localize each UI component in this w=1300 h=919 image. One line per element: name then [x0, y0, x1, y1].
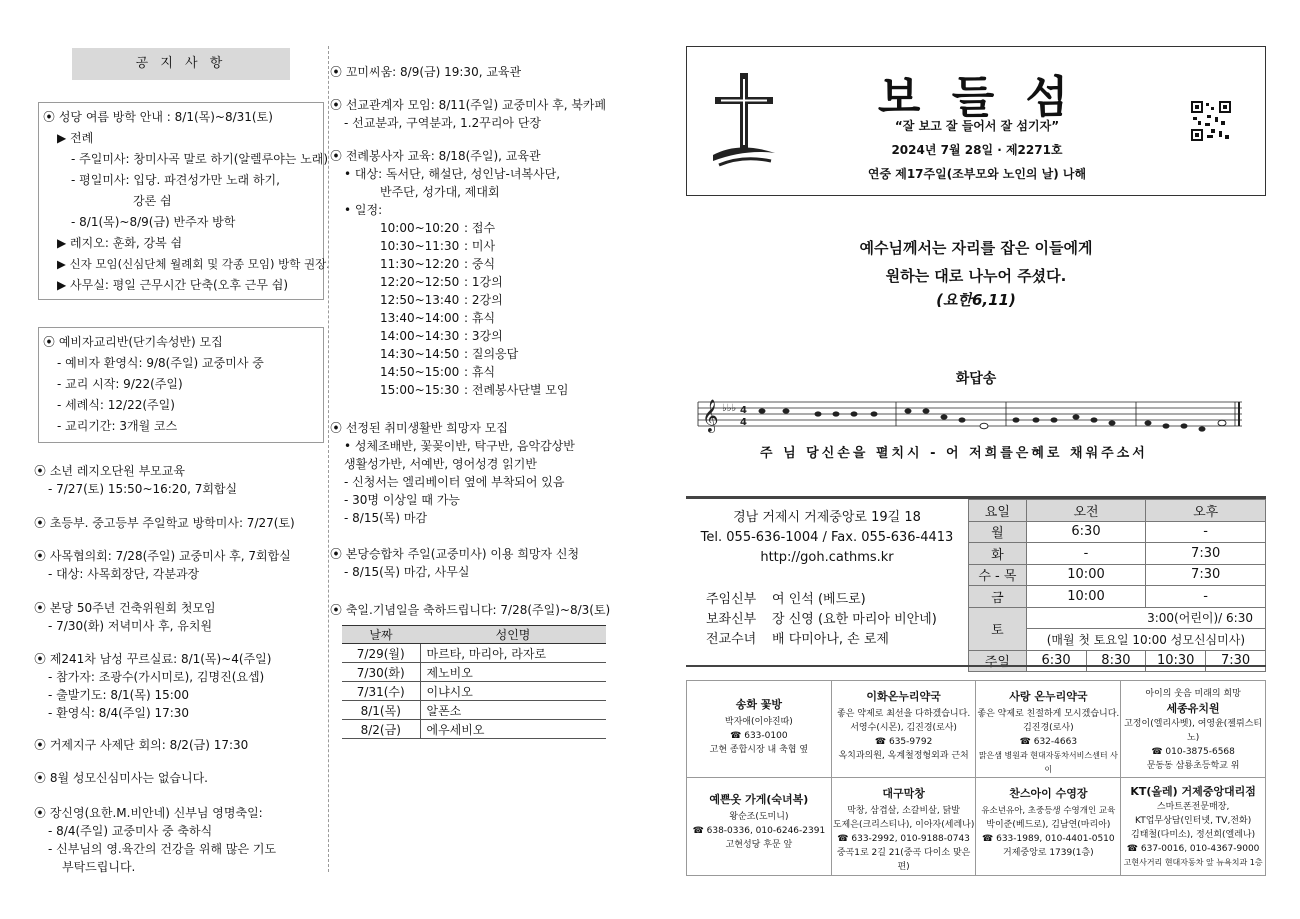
middle-column: [330, 63, 620, 739]
sponsor-line: 왕순조(도미니): [729, 812, 789, 822]
schedule-row: [380, 363, 620, 381]
table-row: [969, 543, 1266, 565]
notice-item-detail: - 7/27(토) 15:50~16:20, 7회합실: [48, 482, 238, 496]
gospel-verse-ref: (요한6,11): [936, 291, 1016, 309]
notice-item-detail: - 환영식: 8/4(주일) 17:30: [48, 706, 190, 720]
table-row: [342, 720, 606, 739]
mass-sun-time: 10:30: [1146, 650, 1206, 672]
sponsor-name: 세종유치원: [1166, 702, 1220, 715]
schedule-activity: : 3강의: [464, 329, 503, 343]
schedule-time: 14:30~14:50: [380, 347, 460, 361]
table-row: [687, 681, 1266, 778]
mass-day: 토: [969, 607, 1027, 650]
sponsor-ad: [976, 778, 1121, 876]
sponsor-ad: [1121, 778, 1266, 876]
sponsor-line: 김태철(다미소), 정선희(엘레나): [1131, 830, 1256, 840]
schedule-row: [380, 219, 620, 237]
sponsor-ad: [687, 681, 832, 778]
sponsor-line: ☎ 633-0100: [730, 731, 788, 741]
mission-detail: - 선교분과, 구역분과, 1.2꾸리아 단장: [344, 116, 541, 130]
schedule-row: [380, 291, 620, 309]
schedule-activity: : 휴식: [464, 311, 496, 325]
sponsor-line: 스마트폰전문매장,: [1156, 802, 1230, 812]
svg-text:♭♭♭: ♭♭♭: [722, 403, 737, 414]
feast-saint: 마르타, 마리아, 라자로: [420, 644, 606, 663]
section-divider: [686, 665, 1266, 667]
sponsor-line: ☎ 633-1989, 010-4401-0510: [982, 834, 1115, 844]
mass-pm-time: 7:30: [1146, 543, 1266, 565]
sponsor-line: 막창, 삼겹살, 소갈비살, 닭발: [847, 806, 960, 816]
sponsor-name: 예쁜옷 가게(숙녀복): [709, 793, 809, 806]
summer-break-box: [38, 102, 330, 300]
sponsor-line: 박이준(베드로), 김남연(마리아): [986, 820, 1111, 830]
hobby-detail: - 8/15(목) 마감: [344, 511, 428, 525]
sponsor-tagline: 아이의 웃음 미래의 희망: [1145, 689, 1241, 699]
psalm-title: 화답송: [955, 371, 997, 387]
mass-pm-time: -: [1146, 521, 1266, 543]
weekday-mass-note: - 평일미사: 입당. 파견성가만 노래 하기,: [71, 173, 280, 187]
sponsor-name: 이화온누리약국: [866, 690, 941, 703]
bulletin-title: 보 들 섬: [877, 72, 1077, 123]
feast-saint: 제노비오: [420, 663, 606, 682]
notice-item-heading: ⦿ 장신영(요한.M.비안네) 신부님 영명축일:: [34, 806, 263, 820]
table-row: [342, 682, 606, 701]
notice-title: 공 지 사 항: [72, 48, 290, 80]
notice-item-heading: ⦿ 사목협의회: 7/28(주일) 교중미사 후, 7회합실: [34, 549, 291, 563]
notice-item-heading: ⦿ 소년 레지오단원 부모교육: [34, 464, 185, 478]
summer-break-heading: ⦿ 성당 여름 방학 안내 : 8/1(목)~8/31(토): [43, 110, 273, 124]
sponsor-line: ☎ 632-4663: [1019, 737, 1078, 747]
clergy-role: 보좌신부: [706, 612, 757, 627]
column-divider: [328, 46, 329, 872]
sponsor-ad: [831, 681, 976, 778]
cross-logo-icon: [709, 69, 779, 173]
notice-item: [34, 650, 324, 722]
hobby-heading: ⦿ 선정된 취미생활반 희망자 모집: [330, 421, 508, 435]
legio-note: ▶ 레지오: 훈화, 강복 쉼: [57, 236, 183, 250]
schedule-time: 13:40~14:00: [380, 311, 460, 325]
table-row: [969, 500, 1266, 522]
mass-schedule-table: [968, 499, 1266, 672]
gospel-verse-line1: 예수님께서는 자리를 잡은 이들에게: [859, 239, 1093, 257]
schedule-row: [380, 381, 620, 399]
notice-item: [34, 804, 324, 876]
notice-item: [34, 547, 324, 583]
mass-am-time: 6:30: [1026, 521, 1146, 543]
liturgy-label: ▶ 전례: [57, 131, 94, 145]
feast-date: 7/30(화): [342, 663, 420, 682]
sponsor-name: KT(올레) 거제중앙대리점: [1130, 785, 1256, 798]
svg-text:4: 4: [740, 405, 747, 416]
feast-notice: [330, 601, 620, 739]
bus-notice: [330, 545, 620, 581]
feast-heading: ⦿ 축일.기념일을 축하드립니다: 7/28(주일)~8/3(토): [330, 603, 611, 617]
feast-date: 7/29(월): [342, 644, 420, 663]
table-row: [969, 521, 1266, 543]
sponsor-line: ☎ 010-3875-6568: [1151, 747, 1235, 757]
catechumen-box: [38, 327, 324, 443]
sponsor-line: 고정이(엘리사벳), 여영윤(젤뤼스티노): [1124, 719, 1263, 743]
schedule-time: 11:30~12:20: [380, 257, 460, 271]
feast-date: 7/31(수): [342, 682, 420, 701]
sponsor-line: 유소년유아, 초중등생 수영개인 교육: [981, 806, 1116, 816]
sponsor-line: 거제중앙로 1739(1층): [1003, 848, 1094, 858]
clergy-row: [706, 630, 968, 650]
mass-am-time: -: [1026, 543, 1146, 565]
notice-item: [34, 736, 324, 754]
mass-sat-time: 3:00(어린이)/ 6:30: [1026, 607, 1265, 629]
table-row: [342, 644, 606, 663]
training-schedule: [330, 219, 620, 399]
notice-item-detail: - 참가자: 조광수(가시미로), 김명진(요셉): [48, 670, 265, 684]
sponsor-line: KT업무상담(인터넷, TV,전화): [1135, 816, 1252, 826]
qr-code-icon[interactable]: [1191, 101, 1231, 141]
bus-heading: ⦿ 본당승합차 주일(교중미사) 이용 희망자 신청: [330, 547, 580, 561]
sponsor-name: 찬스아이 수영장: [1009, 787, 1088, 800]
feast-saint: 이냐시오: [420, 682, 606, 701]
mass-col-am: 오전: [1026, 500, 1146, 522]
feast-col-date: 날짜: [342, 626, 420, 644]
table-row: [342, 663, 606, 682]
psalm-lyrics: 주 님 당신손을 펼치시 - 어 저희를은혜로 채워주소서: [760, 446, 1148, 461]
schedule-activity: : 중식: [464, 257, 496, 271]
schedule-row: [380, 309, 620, 327]
clergy-name: 배 다미아나, 손 로제: [772, 632, 889, 647]
sponsor-line: 김진경(로사): [1023, 723, 1074, 733]
hobby-notice: [330, 419, 620, 527]
clergy-name: 장 신영 (요한 마리아 비안네): [772, 612, 937, 627]
bulletin-date: 2024년 7월 28일 · 제2271호: [891, 143, 1063, 157]
parish-phone: Tel. 055-636-1004 / Fax. 055-636-4413: [700, 530, 954, 545]
clergy-role: 주임신부: [706, 592, 757, 607]
feast-header-row: [342, 626, 606, 644]
parish-website[interactable]: http://goh.cathms.kr: [760, 550, 894, 565]
schedule-row: [380, 327, 620, 345]
schedule-row: [380, 345, 620, 363]
liturgy-training-heading: ⦿ 전례봉사자 교육: 8/18(주일), 교육관: [330, 149, 541, 163]
sponsor-line: 고현성당 후문 앞: [725, 840, 793, 850]
liturgy-training: [330, 147, 620, 399]
notice-item-detail: - 신부님의 영.육간의 건강을 위해 많은 기도: [48, 842, 277, 856]
mass-sat-note: (매월 첫 토요일 10:00 성모신심미사): [1026, 629, 1265, 651]
table-row: [969, 586, 1266, 608]
schedule-time: 14:50~15:00: [380, 365, 460, 379]
sponsor-ad: [687, 778, 832, 876]
mass-day: 주일: [969, 650, 1027, 672]
mass-sun-time: 7:30: [1206, 650, 1266, 672]
sponsor-line: 좋은 약제로 친절하게 모시겠습니다.: [977, 709, 1120, 719]
mass-am-time: 10:00: [1026, 586, 1146, 608]
liturgical-sunday: 연중 제17주일(조부모와 노인의 날) 나해: [867, 167, 1087, 181]
hobby-detail: - 신청서는 엘리베이터 옆에 부착되어 있음: [344, 475, 565, 489]
mass-col-day: 요일: [969, 500, 1027, 522]
notice-item-detail: 부탁드립니다.: [62, 860, 136, 874]
sponsor-line: 맑은샘 병원과 현대자동차서비스센터 사이: [978, 751, 1118, 774]
office-hours-note: ▶ 사무실: 평일 근무시간 단축(오후 근무 쉼): [57, 278, 288, 292]
schedule-activity: : 1강의: [464, 275, 503, 289]
parish-contact: [696, 508, 958, 568]
clergy-role: 전교수녀: [706, 632, 757, 647]
sponsor-line: 고현사거리 현대자동차 앞 뉴욕치과 1층: [1123, 858, 1263, 867]
notice-item-detail: - 출발기도: 8/1(목) 15:00: [48, 688, 190, 702]
hobby-detail: - 30명 이상일 때 가능: [344, 493, 461, 507]
table-row: [969, 564, 1266, 586]
mass-sun-time: 6:30: [1026, 650, 1086, 672]
schedule-time: 12:50~13:40: [380, 293, 460, 307]
notice-item-detail: - 8/4(주일) 교중미사 중 축하식: [48, 824, 213, 838]
hobby-detail: • 성체조배반, 꽃꽂이반, 탁구반, 음악감상반: [344, 439, 575, 453]
notice-item: [34, 514, 324, 532]
sponsor-ads: [686, 680, 1266, 876]
sponsor-line: 고현 종합시장 내 축협 옆: [709, 745, 809, 755]
sponsor-line: 좋은 약제로 최선을 다하겠습니다.: [837, 709, 971, 719]
feast-saint: 에우세비오: [420, 720, 606, 739]
schedule-activity: : 2강의: [464, 293, 503, 307]
svg-text:𝄞: 𝄞: [702, 399, 719, 432]
notice-item: [34, 769, 324, 787]
schedule-row: [380, 237, 620, 255]
table-row: [687, 778, 1266, 876]
mass-col-pm: 오후: [1146, 500, 1266, 522]
bulletin-header: [686, 46, 1266, 196]
notice-item-heading: ⦿ 8월 성모신심미사는 없습니다.: [34, 771, 208, 785]
notice-item-heading: ⦿ 거제지구 사제단 회의: 8/2(금) 17:30: [34, 738, 249, 752]
svg-text:4: 4: [740, 417, 747, 428]
catechumen-welcome: - 예비자 환영식: 9/8(주일) 교중미사 중: [57, 356, 264, 370]
clergy-name: 여 인석 (베드로): [772, 592, 866, 607]
feast-table: [342, 625, 606, 739]
notice-item-heading: ⦿ 본당 50주년 건축위원회 첫모임: [34, 601, 216, 615]
parish-address: 경남 거제시 거제중앙로 19길 18: [733, 510, 921, 525]
table-row: [342, 701, 606, 720]
bulletin-motto: “잘 보고 잘 들어서 잘 섬기자”: [894, 119, 1060, 133]
table-row: [969, 607, 1266, 629]
clergy-row: [706, 610, 968, 630]
mass-pm-time: -: [1146, 586, 1266, 608]
feast-date: 8/1(목): [342, 701, 420, 720]
catechumen-period: - 교리기간: 3개월 코스: [57, 419, 178, 433]
mass-pm-time: 7:30: [1146, 564, 1266, 586]
sponsor-name: 대구막창: [882, 787, 925, 800]
hobby-detail: 생활성가반, 서예반, 영어성경 읽기반: [344, 457, 537, 471]
mission-heading: ⦿ 선교관계자 모임: 8/11(주일) 교중미사 후, 북카페: [330, 98, 607, 112]
mission-notice: [330, 96, 620, 132]
catechumen-start: - 교리 시작: 9/22(주일): [57, 377, 183, 391]
mass-day: 월: [969, 521, 1027, 543]
liturgy-training-target2: 반주단, 성가대, 제대회: [380, 185, 500, 199]
liturgy-training-target: • 대상: 독서단, 해설단, 성인남-녀복사단,: [344, 167, 561, 181]
mass-day: 수 - 목: [969, 564, 1027, 586]
schedule-activity: : 전례봉사단별 모임: [464, 383, 569, 397]
clergy-row: [706, 590, 968, 610]
gospel-verse-line2: 원하는 대로 나누어 주셨다.: [885, 267, 1067, 285]
schedule-activity: : 미사: [464, 239, 496, 253]
sponsor-line: 도제은(크리스티나), 이아자(세레나): [832, 820, 975, 830]
notice-item-detail: - 대상: 사목회장단, 각분과장: [48, 567, 200, 581]
feast-date: 8/2(금): [342, 720, 420, 739]
mass-am-time: 10:00: [1026, 564, 1146, 586]
notice-item-heading: ⦿ 초등부. 중고등부 주일학교 방학미사: 7/27(토): [34, 516, 295, 530]
schedule-row: [380, 255, 620, 273]
schedule-activity: : 휴식: [464, 365, 496, 379]
organist-break-note: - 8/1(목)~8/9(금) 반주자 방학: [71, 215, 236, 229]
catechumen-heading: ⦿ 예비자교리반(단기속성반) 모집: [43, 335, 223, 349]
schedule-row: [380, 273, 620, 291]
notice-item-heading: ⦿ 제241차 남성 꾸르실료: 8/1(목)~4(주일): [34, 652, 272, 666]
sunday-mass-note: - 주일미사: 창미사곡 말로 하기(알렐루야는 노래): [71, 152, 329, 166]
sponsor-ad: [831, 778, 976, 876]
music-staff: [696, 394, 1246, 436]
mass-day: 화: [969, 543, 1027, 565]
komi-notice: ⦿ 꼬미씨움: 8/9(금) 19:30, 교육관: [330, 65, 522, 79]
sponsor-line: 서영수(시몬), 김진경(로사): [850, 723, 957, 733]
schedule-time: 14:00~14:30: [380, 329, 460, 343]
schedule-time: 15:00~15:30: [380, 383, 460, 397]
feast-saint: 알폰소: [420, 701, 606, 720]
schedule-time: 12:20~12:50: [380, 275, 460, 289]
mass-sun-time: 8:30: [1086, 650, 1146, 672]
table-row: [969, 650, 1266, 672]
schedule-time: 10:00~10:20: [380, 221, 460, 235]
homily-note: 강론 쉼: [133, 194, 172, 208]
catechumen-baptism: - 세례식: 12/22(주일): [57, 398, 175, 412]
notice-item: [34, 462, 324, 498]
clergy-list: [706, 590, 968, 650]
sponsor-ad: [976, 681, 1121, 778]
liturgy-training-schedule-label: • 일정:: [344, 203, 383, 217]
sponsor-name: 사랑 온누리약국: [1009, 690, 1088, 703]
sponsor-line: 박자애(이야진따): [724, 717, 793, 727]
notice-item-detail: - 7/30(화) 저녁미사 후, 유치원: [48, 619, 213, 633]
sponsor-name: 송화 꽃방: [735, 698, 783, 711]
mass-day: 금: [969, 586, 1027, 608]
schedule-activity: : 질의응답: [464, 347, 519, 361]
sponsor-line: 중곡1로 2길 21(중곡 다이소 맞은편): [836, 848, 971, 872]
sponsor-line: 문동동 삼룡초등학교 위: [1146, 761, 1240, 771]
schedule-time: 10:30~11:30: [380, 239, 460, 253]
group-break-note: ▶ 신자 모임(신심단체 월례회 및 각종 모임) 방학 권장.: [57, 257, 330, 271]
sponsor-line: ☎ 638-0336, 010-6246-2391: [692, 826, 826, 836]
sponsor-line: ☎ 635-9792: [874, 737, 933, 747]
sponsor-ad: [1121, 681, 1266, 778]
sponsor-line: ☎ 633-2992, 010-9188-0743: [837, 834, 970, 844]
feast-col-saint: 성인명: [420, 626, 606, 644]
notice-item: [34, 599, 324, 635]
schedule-activity: : 접수: [464, 221, 496, 235]
bus-detail: - 8/15(목) 마감, 사무실: [344, 565, 470, 579]
sponsor-line: ☎ 637-0016, 010-4367-9000: [1126, 844, 1260, 854]
sponsor-line: 옥치과의원, 옥계철정형외과 근처: [838, 751, 969, 761]
